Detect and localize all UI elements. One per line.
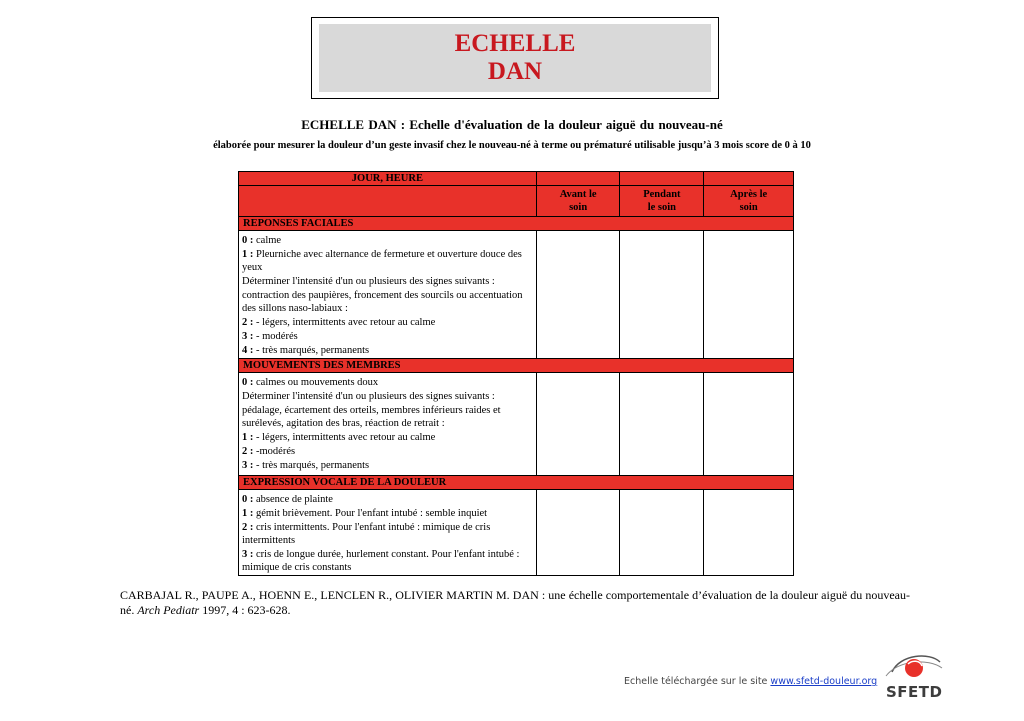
section-vocal-row [239, 490, 794, 576]
section-facial-title: REPONSES FACIALES [239, 217, 794, 231]
vocal-item-0: 0 : absence de plainte [242, 494, 333, 505]
section-vocal-title: EXPRESSION VOCALE DE LA DOULEUR [239, 476, 794, 490]
col-after-line-1: Après le [730, 189, 768, 200]
col-during-line-2: le soin [647, 202, 677, 213]
limbs-item-5: 3 : - très marqués, permanents [242, 460, 370, 471]
section-limbs-header-row [239, 359, 794, 373]
header-row-2 [239, 186, 794, 217]
limbs-score-during[interactable] [620, 373, 704, 476]
header-blank [239, 186, 537, 217]
citation-rest: 1997, 4 : 623-628. [199, 603, 291, 617]
vocal-item-2: 2 : cris intermittents. Pour l'enfant intubé : mimique de cris intermittents [242, 522, 491, 546]
vocal-item-3: 3 : cris de longue durée, hurlement constant. Pour l'enfant intubé : mimique de cris constants [242, 549, 520, 573]
col-after-header [704, 186, 794, 217]
dan-scale-table [238, 171, 794, 576]
sfetd-logo-text: SFETD [886, 683, 943, 701]
limbs-score-after[interactable] [704, 373, 794, 476]
facial-item-5: 3 : - modérés [242, 331, 298, 342]
day-hour-cell-during[interactable] [620, 172, 704, 186]
limbs-item-1: Déterminer l'intensité d'un ou plusieurs des signes suivants : [242, 391, 495, 402]
limbs-item-2: pédalage, écartement des orteils, membres inférieurs raides et surélevés, agitation des bras, réaction de retrait : [242, 405, 501, 429]
scale-heading: ECHELLE DAN : Echelle d'évaluation de la douleur aiguë du nouveau-né [301, 117, 723, 132]
footer [624, 676, 877, 687]
col-after-line-2: soin [739, 202, 758, 213]
facial-item-2: Déterminer l'intensité d'un ou plusieurs des signes suivants : [242, 276, 495, 287]
facial-item-6: 4 : - très marqués, permanents [242, 345, 370, 356]
limbs-item-0: 0 : calmes ou mouvements doux [242, 377, 379, 388]
title-line-2: DAN [487, 58, 543, 85]
col-before-line-2: soin [569, 202, 588, 213]
limbs-item-4: 2 : -modérés [242, 446, 296, 457]
limbs-item-3: 1 : - légers, intermittents avec retour au calme [242, 432, 436, 443]
day-hour-cell-after[interactable] [704, 172, 794, 186]
section-limbs-title: MOUVEMENTS DES MEMBRES [239, 359, 794, 373]
citation [120, 588, 910, 618]
day-hour-header: JOUR, HEURE [239, 172, 537, 186]
limbs-score-before[interactable] [536, 373, 620, 476]
vocal-score-after[interactable] [704, 490, 794, 576]
section-facial-items [239, 231, 537, 359]
footer-text: Echelle téléchargée sur le site [624, 676, 771, 687]
section-facial-row [239, 231, 794, 359]
facial-item-3: contraction des paupières, froncement des sourcils ou accentuation des sillons naso-labiaux : [242, 290, 523, 314]
section-limbs-items [239, 373, 537, 476]
section-vocal-header-row [239, 476, 794, 490]
day-hour-cell-before[interactable] [536, 172, 620, 186]
col-before-line-1: Avant le [559, 189, 597, 200]
scale-subheading: élaborée pour mesurer la douleur d’un geste invasif chez le nouveau-né à terme ou prématuré utilisable jusqu’à 3 mois score de 0 à 10 [213, 140, 811, 151]
col-during-line-1: Pendant [643, 189, 681, 200]
title-line-1: ECHELLE [454, 30, 576, 57]
facial-score-during[interactable] [620, 231, 704, 359]
title-box [311, 17, 719, 99]
section-limbs-row [239, 373, 794, 476]
header-row-1 [239, 172, 794, 186]
vocal-score-during[interactable] [620, 490, 704, 576]
citation-journal: Arch Pediatr [137, 603, 200, 617]
facial-item-4: 2 : - légers, intermittents avec retour au calme [242, 317, 436, 328]
col-during-header [620, 186, 704, 217]
footer-link[interactable]: www.sfetd-douleur.org [770, 676, 878, 687]
vocal-score-before[interactable] [536, 490, 620, 576]
facial-item-0: 0 : calme [242, 235, 282, 246]
section-vocal-items [239, 490, 537, 576]
facial-item-1: 1 : Pleurniche avec alternance de fermeture et ouverture douce des yeux [242, 249, 522, 273]
facial-score-after[interactable] [704, 231, 794, 359]
vocal-item-1: 1 : gémit brièvement. Pour l'enfant intubé : semble inquiet [242, 508, 488, 519]
facial-score-before[interactable] [536, 231, 620, 359]
title-banner [319, 24, 711, 92]
citation-authors: CARBAJAL R., PAUPE A., HOENN E., LENCLEN R., OLIVIER MARTIN M. DAN : une échelle comportementale d’évaluation de la douleur aiguë du nouveau-né. [120, 588, 910, 617]
section-facial-header-row [239, 217, 794, 231]
col-before-header [536, 186, 620, 217]
